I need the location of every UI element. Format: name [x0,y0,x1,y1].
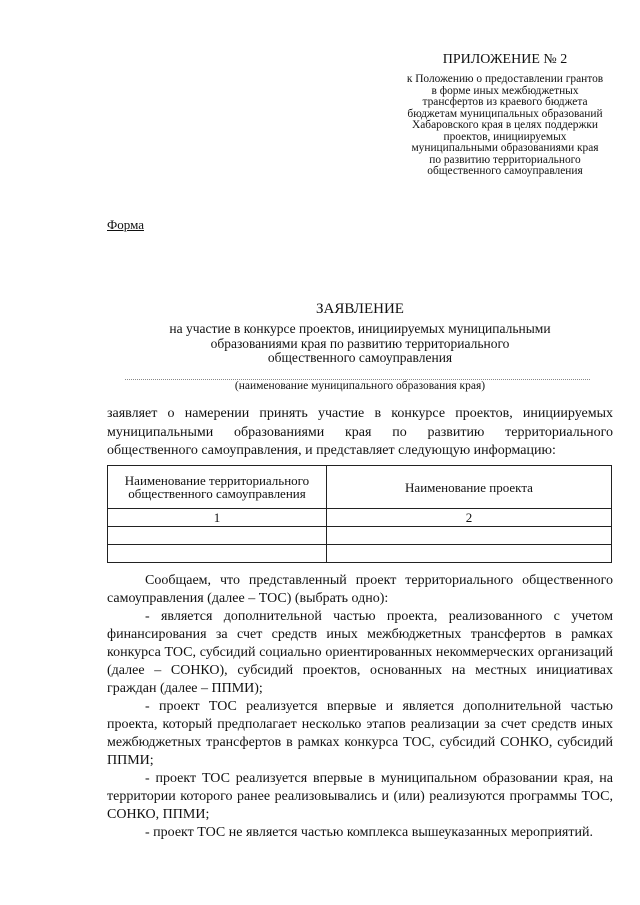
table-cell [327,545,612,563]
statement-subtitle [100,322,620,366]
option-item: - проект ТОС реализуется впервые и является дополнительной частью проекта, который предполагает несколько этапов реализации за счет средств иных межбюджетных трансфертов в рамках конкурса ТОС, субсидий СОНКО, субсидий ППМИ; [107,699,613,768]
table-row [108,545,612,563]
appendix-line: бюджетам муниципальных образований [407,107,603,120]
table-cell [327,527,612,545]
appendix-line: общественного самоуправления [427,165,583,177]
column-number: 1 [108,509,327,527]
option-item: - является дополнительной частью проекта, реализованного с учетом финансирования за счет средств иных межбюджетных трансфертов в рамках конкурса ТОС, субсидий социально ориентированных некоммерческих организаций (далее – СОНКО), субсидий проектов, основанных на местных инициативах граждан (далее – ППМИ); [107,609,613,696]
subtitle-line: на участие в конкурсе проектов, инициируемых муниципальными [169,321,551,336]
appendix-line: к Положению о предоставлении грантов [406,73,604,85]
table-cell [108,545,327,563]
option-item: - проект ТОС не является частью комплекса вышеуказанных мероприятий. [145,825,593,840]
appendix-title: ПРИЛОЖЕНИЕ № 2 [442,52,568,67]
appendix-reference [390,74,620,178]
intro-paragraph: заявляет о намерении принять участие в конкурсе проектов, инициируемых муниципальными образованиями края по развитию территориального общественного самоуправления, и представляет следующую информацию: [107,406,613,458]
body-intro: Сообщаем, что представленный проект территориального общественного самоуправления (далее – ТОС) (выбрать одно): [107,573,613,606]
appendix-line: трансфертов из краевого бюджета [422,96,588,108]
option-item: - проект ТОС реализуется впервые в муниципальном образовании края, на территории которого ранее реализовывались и (или) реализуются программы ТОС, СОНКО, ППМИ; [107,771,613,822]
appendix-line: Хабаровского края в целях поддержки [412,119,598,131]
column-number: 2 [327,509,612,527]
municipality-field-caption: (наименование муниципального образования края) [234,380,486,392]
table-cell [108,527,327,545]
info-table [107,465,612,563]
table-number-row [108,509,612,527]
appendix-line: по развитию территориального [429,153,581,166]
subtitle-line: образованиями края по развитию территориального [210,335,510,351]
table-header-row [108,466,612,509]
appendix-line: муниципальными образованиями края [411,142,599,154]
subtitle-line: общественного самоуправления [267,350,453,365]
appendix-header [390,52,620,178]
form-label: Форма [107,217,144,232]
body-section [107,572,613,842]
statement-title: ЗАЯВЛЕНИЕ [316,301,404,317]
appendix-line: проектов, инициируемых [443,130,567,143]
header-project-name: Наименование проекта [327,466,612,509]
appendix-line: в форме иных межбюджетных [431,84,579,97]
header-tos-name: Наименование территориального общественного самоуправления [108,466,327,509]
table-row [108,527,612,545]
